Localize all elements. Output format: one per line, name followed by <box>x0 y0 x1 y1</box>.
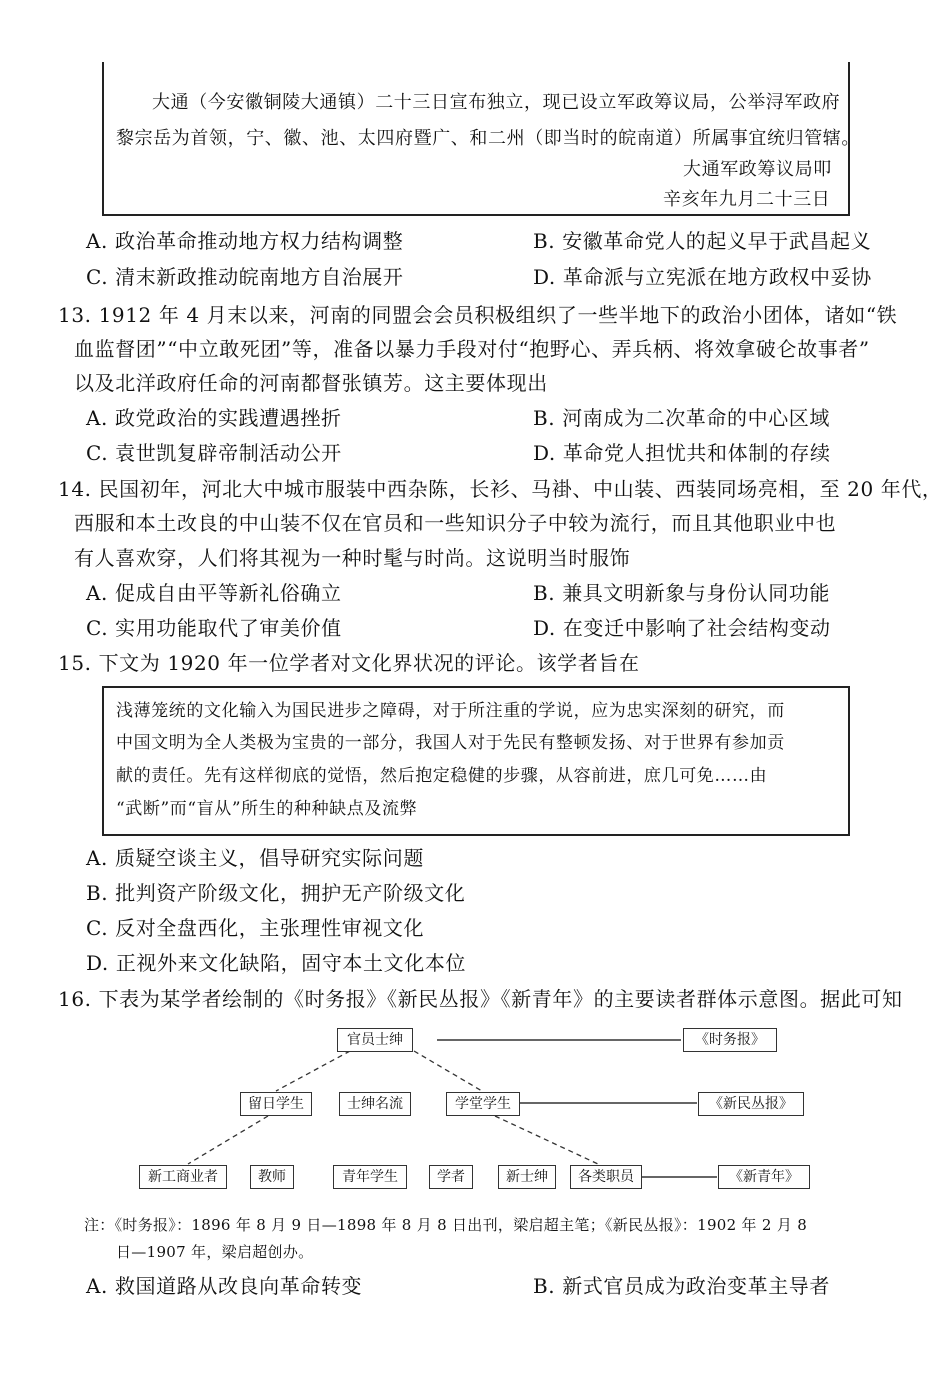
node-clerks: 各类职员 <box>570 1165 642 1189</box>
q16-option-a[interactable]: A. 救国道路从改良向革命转变 <box>86 1274 363 1298</box>
q14-option-a[interactable]: A. 促成自由平等新礼俗确立 <box>86 581 342 605</box>
q13-option-d[interactable]: D. 革命党人担忧共和体制的存续 <box>533 441 831 465</box>
q14-option-c[interactable]: C. 实用功能取代了审美价值 <box>86 616 342 640</box>
q12-quote-line: 黎宗岳为首领，宁、徽、池、太四府暨广、和二州（即当时的皖南道）所属事宜统归管辖。 <box>116 128 860 149</box>
node-paper-xinqingnian: 《新青年》 <box>718 1165 810 1189</box>
node-paper-xinmin: 《新民丛报》 <box>698 1092 804 1116</box>
q15-quote-line: 献的责任。先有这样彻底的觉悟，然后抱定稳健的步骤，从容前进，庶几可免……由 <box>116 766 768 786</box>
q14-option-b[interactable]: B. 兼具文明新象与身份认同功能 <box>533 581 831 605</box>
q12-signature-org: 大通军政筹议局叩 <box>683 159 832 180</box>
q15-option-b[interactable]: B. 批判资产阶级文化，拥护无产阶级文化 <box>86 881 466 905</box>
q14-stem-line: 14. 民国初年，河北大中城市服装中西杂陈，长衫、马褂、中山装、西装同场亮相，至 20 年代， <box>58 477 943 501</box>
node-new-gentry: 新士绅 <box>498 1165 556 1189</box>
q12-option-a[interactable]: A. 政治革命推动地方权力结构调整 <box>86 229 404 253</box>
q12-signature-date: 辛亥年九月二十三日 <box>663 189 831 210</box>
q16-option-b[interactable]: B. 新式官员成为政治变革主导者 <box>533 1274 831 1298</box>
node-new-industry-commerce: 新工商业者 <box>139 1165 227 1189</box>
q16-stem-line: 16. 下表为某学者绘制的《时务报》《新民丛报》《新青年》的主要读者群体示意图。据此可知 <box>58 987 903 1011</box>
q15-quote-line: 中国文明为全人类极为宝贵的一部分，我国人对于先民有整顿发扬、对于世界有参加贡 <box>116 733 785 753</box>
q13-stem-line: 以及北洋政府任命的河南都督张镇芳。这主要体现出 <box>74 371 548 395</box>
q13-option-b[interactable]: B. 河南成为二次革命的中心区域 <box>533 406 831 430</box>
dashed-connector <box>414 1051 482 1091</box>
q15-stem-line: 15. 下文为 1920 年一位学者对文化界状况的评论。该学者旨在 <box>58 651 640 675</box>
q14-stem-line: 有人喜欢穿，人们将其视为一种时髦与时尚。这说明当时服饰 <box>74 546 631 570</box>
q13-stem-line: 血监督团”“中立敢死团”等，准备以暴力手段对付“抱野心、弄兵柄、将效拿破仑故事者” <box>74 337 870 361</box>
node-study-abroad-japan: 留日学生 <box>240 1092 312 1116</box>
q13-option-a[interactable]: A. 政党政治的实践遭遇挫折 <box>86 406 342 430</box>
dashed-connector <box>495 1116 598 1164</box>
q14-option-d[interactable]: D. 在变迁中影响了社会结构变动 <box>533 616 831 640</box>
q14-stem-line: 西服和本土改良的中山装不仅在官员和一些知识分子中较为流行，而且其他职业中也 <box>74 511 837 535</box>
q15-option-c[interactable]: C. 反对全盘西化，主张理性审视文化 <box>86 916 425 940</box>
node-youth-students: 青年学生 <box>333 1165 407 1189</box>
q13-option-c[interactable]: C. 袁世凯复辟帝制活动公开 <box>86 441 342 465</box>
q12-option-d[interactable]: D. 革命派与立宪派在地方政权中妥协 <box>533 265 872 289</box>
node-school-students: 学堂学生 <box>446 1092 520 1116</box>
node-official-gentry: 官员士绅 <box>337 1028 413 1052</box>
q13-stem-line: 13. 1912 年 4 月末以来，河南的同盟会会员积极组织了一些半地下的政治小团体，诸如“铁 <box>58 303 898 327</box>
q15-option-d[interactable]: D. 正视外来文化缺陷，固守本土文化本位 <box>86 951 467 975</box>
q16-note-line: 日—1907 年，梁启超创办。 <box>116 1243 314 1261</box>
dashed-connector <box>188 1116 268 1164</box>
node-gentry-celebrity: 士绅名流 <box>339 1092 411 1116</box>
q15-quote-line: 浅薄笼统的文化输入为国民进步之障碍，对于所注重的学说，应为忠实深刻的研究，而 <box>116 701 785 721</box>
node-paper-shiwu: 《时务报》 <box>683 1028 777 1052</box>
q15-quote-line: “武断”而“盲从”所生的种种缺点及流弊 <box>116 799 418 819</box>
q12-quote-line: 大通（今安徽铜陵大通镇）二十三日宣布独立，现已设立军政筹议局，公举浔军政府 <box>152 92 841 113</box>
node-scholars: 学者 <box>429 1165 473 1189</box>
node-teachers: 教师 <box>250 1165 294 1189</box>
q16-note-line: 注：《时务报》：1896 年 8 月 9 日—1898 年 8 月 8 日出刊，梁启超主笔；《新民丛报》：1902 年 2 月 8 <box>84 1216 808 1234</box>
q12-option-c[interactable]: C. 清末新政推动皖南地方自治展开 <box>86 265 404 289</box>
q12-option-b[interactable]: B. 安徽革命党人的起义早于武昌起义 <box>533 229 872 253</box>
dashed-connector <box>276 1051 350 1091</box>
q15-option-a[interactable]: A. 质疑空谈主义，倡导研究实际问题 <box>86 846 424 870</box>
